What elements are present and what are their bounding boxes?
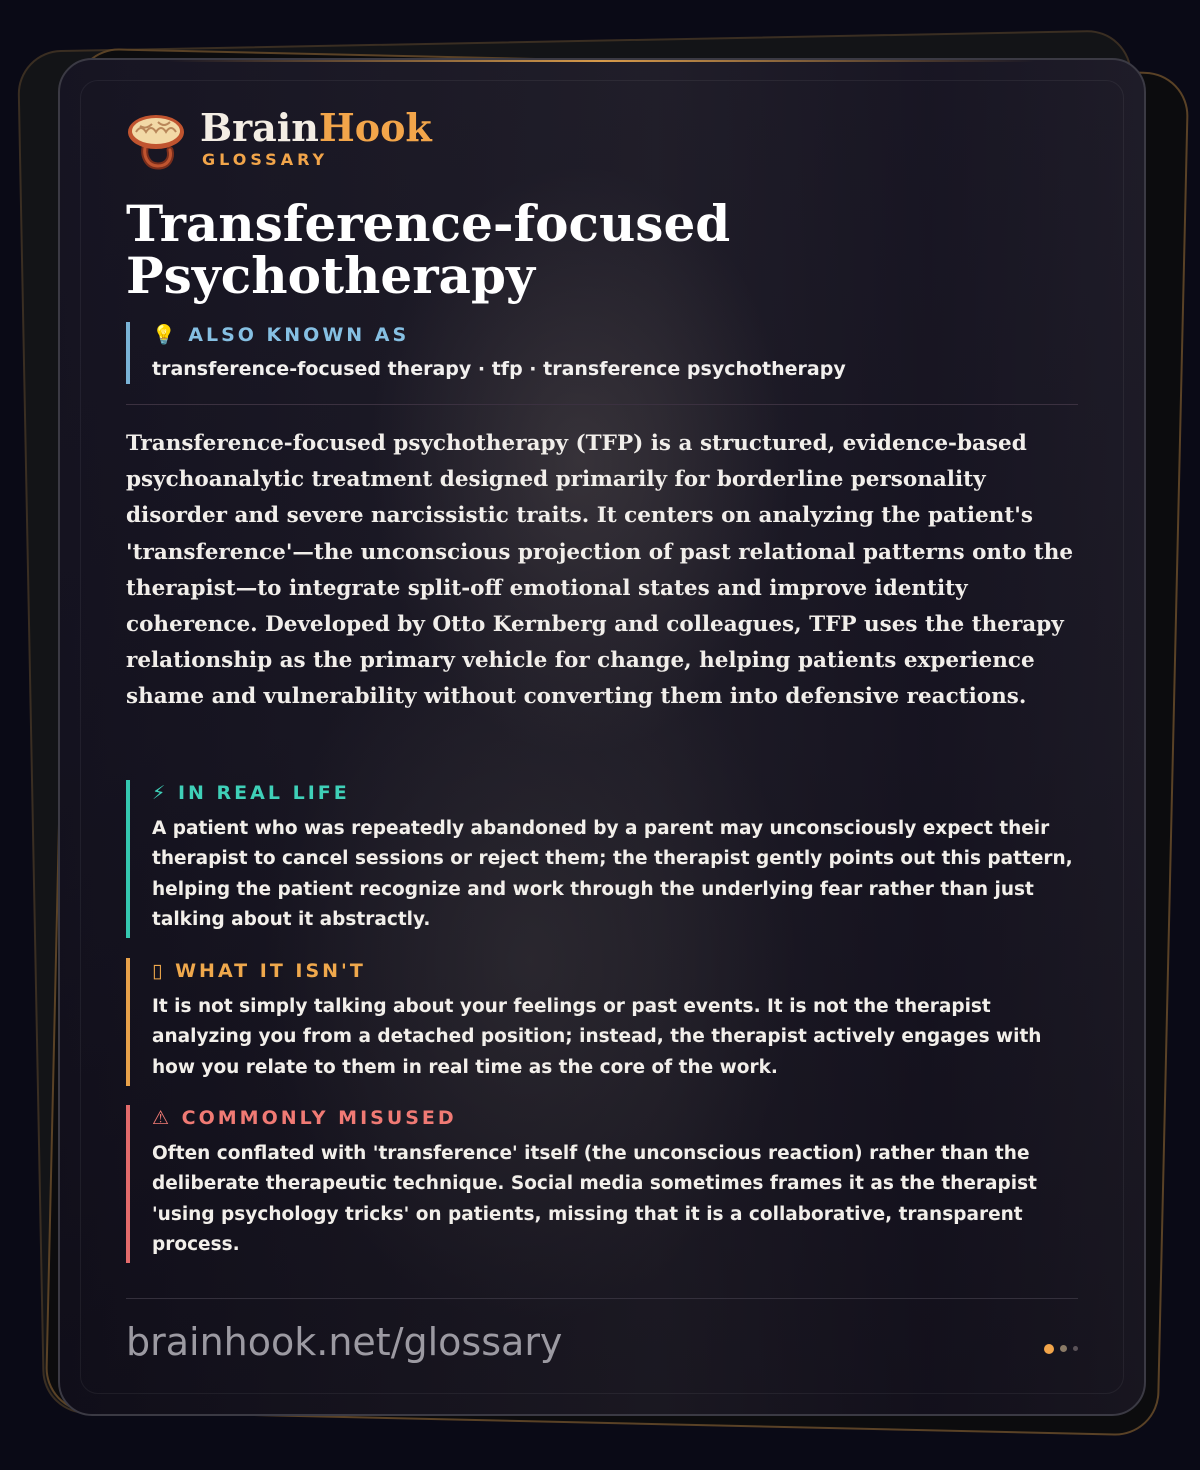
also-known-as-label: ALSO KNOWN AS [188,324,410,346]
brand-name-part2: Hook [318,105,432,150]
commonly-misused-section [126,1105,1078,1263]
footer-divider [126,1298,1078,1299]
lightning-icon: ⚡ [152,782,169,804]
page-dot [1060,1345,1067,1352]
page-dot-active [1044,1344,1054,1354]
term-title: Transference-focused Psychotherapy [126,194,731,305]
commonly-misused-body: Often conflated with 'transference' itself (the unconscious reaction) rather than the deliberate therapeutic technique. Social media sometimes frames it as the therapist 'using psychology tricks' on patients, missing that it is a collaborative, transparent process. [152,1143,1037,1255]
in-real-life-heading [152,780,1078,806]
definition-text: Transference-focused psychotherapy (TFP) is a structured, evidence-based psychoanalytic treatment designed primarily for borderline personality disorder and severe narcissistic traits. It centers on analyzing the patient's 'transference'—the unconscious projection of past relational patterns onto the therapist—to integrate split-off emotional states and improve identity coherence. Developed by Otto Kernberg and colleagues, TFP uses the therapy relationship as the primary vehicle for change, helping patients experience shame and vulnerability without converting them into defensive reactions. [126,431,1074,710]
brand-subtitle: GLOSSARY [202,150,329,169]
brain-hook-logo-icon [126,110,186,170]
page-indicator [1038,1338,1078,1350]
warning-icon: ⚠ [152,1107,173,1129]
what-it-isnt-label: WHAT IT ISN'T [175,960,366,982]
in-real-life-section [126,780,1078,938]
brand-name [200,106,432,150]
what-it-isnt-heading [152,958,1078,984]
footer-url: brainhook.net/glossary [126,1320,563,1364]
also-known-as-heading [152,322,1072,348]
brand-name-part1: Brain [200,105,319,150]
what-it-isnt-body: It is not simply talking about your feelings or past events. It is not the therapist analyzing you from a detached position; instead, the therapist actively engages with how you relate to them in real time as the core of the work. [152,996,1042,1078]
glossary-card [58,58,1146,1416]
in-real-life-body: A patient who was repeatedly abandoned by a parent may unconsciously expect their therapist to cancel sessions or reject them; the therapist gently points out this pattern, helping the patient recognize and work through the underlying fear rather than just talking about it abstractly. [152,818,1073,930]
what-it-isnt-section [126,958,1078,1086]
also-known-as-section [126,322,1072,384]
section-divider [126,404,1078,405]
also-known-as-values: transference-focused therapy · tfp · transference psychotherapy [152,358,846,380]
commonly-misused-heading [152,1105,1078,1131]
in-real-life-label: IN REAL LIFE [177,782,350,804]
lightbulb-icon: 💡 [152,324,179,346]
page-dot [1073,1346,1078,1351]
missing-glyph-icon: ▯ [152,960,166,982]
commonly-misused-label: COMMONLY MISUSED [181,1107,457,1129]
